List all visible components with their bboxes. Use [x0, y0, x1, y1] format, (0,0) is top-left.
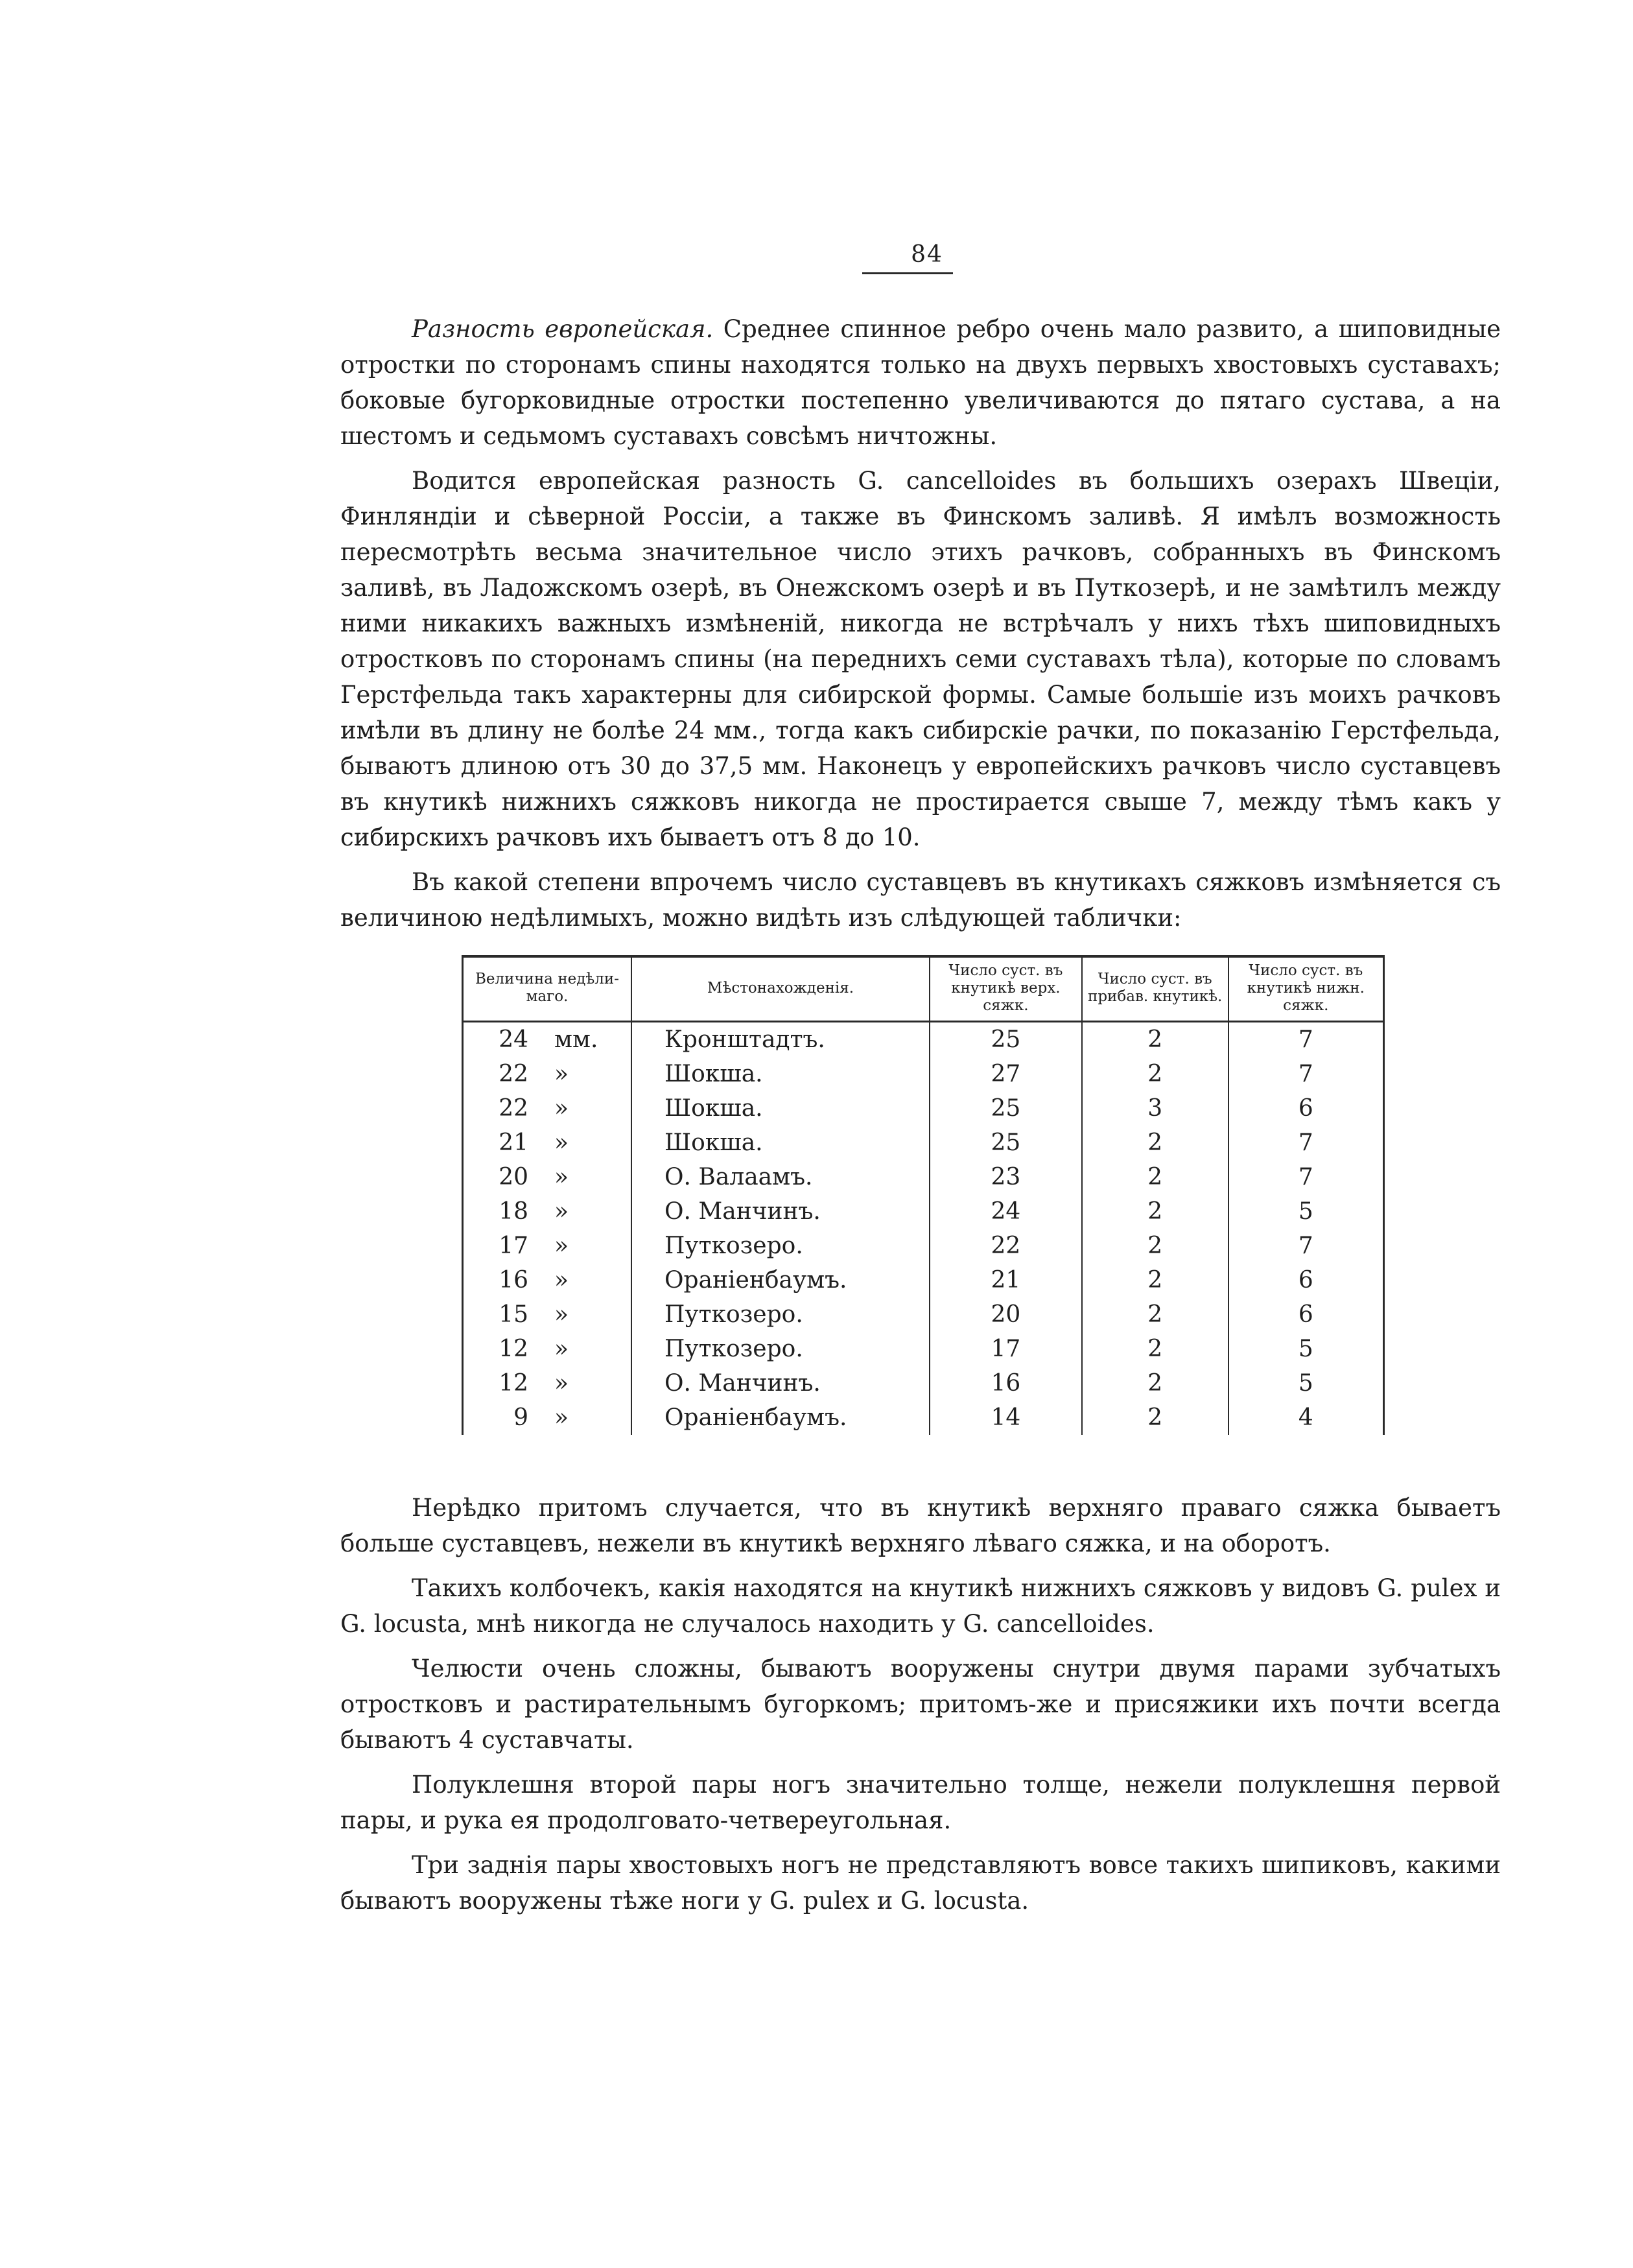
cell-size [464, 1263, 631, 1297]
table-row [464, 1263, 1383, 1297]
cell-upper-antenna-segments: 23 [930, 1160, 1082, 1194]
paragraph-european-variety [340, 311, 1501, 454]
cell-location: Шокша. [631, 1126, 930, 1160]
size-unit: » [554, 1094, 569, 1122]
size-unit: » [554, 1129, 569, 1156]
cell-location: О. Валаамъ. [631, 1160, 930, 1194]
header-upper-antenna: Число суст. въ кнутикѣ верх. сяжк. [930, 958, 1082, 1021]
cell-location: Ораніенбаумъ. [631, 1263, 930, 1297]
cell-lower-antenna-segments: 4 [1228, 1400, 1383, 1435]
table-row [464, 1297, 1383, 1332]
page-number: 84 [911, 241, 943, 268]
cell-location: Шокша. [631, 1091, 930, 1126]
segments-table-grid [464, 958, 1383, 1435]
size-unit: » [554, 1335, 569, 1362]
size-unit: » [554, 1163, 569, 1190]
table-body [464, 1021, 1383, 1435]
paragraph-table-intro [340, 864, 1501, 936]
cell-location: Путкозеро. [631, 1297, 930, 1332]
cell-lower-antenna-segments: 7 [1228, 1126, 1383, 1160]
size-value: 12 [499, 1369, 528, 1397]
cell-upper-antenna-segments: 21 [930, 1263, 1082, 1297]
cell-size [464, 1160, 631, 1194]
cell-location: О. Манчинъ. [631, 1194, 930, 1229]
cell-size [464, 1194, 631, 1229]
size-unit: » [554, 1060, 569, 1087]
table-row [464, 1400, 1383, 1435]
cell-upper-antenna-segments: 16 [930, 1366, 1082, 1400]
cell-upper-antenna-segments: 25 [930, 1126, 1082, 1160]
page-number-rule [862, 272, 953, 274]
size-value: 16 [499, 1266, 528, 1293]
paragraph-gnathopods: Полуклешня второй пары ногъ значительно толще, нежели полуклешня первой пары, и рука ея продолговато-четвереугольная. [340, 1771, 1501, 1834]
cell-size [464, 1021, 631, 1057]
size-value: 17 [499, 1232, 528, 1259]
header-size: Величина недѣли- маго. [464, 958, 631, 1021]
cell-lower-antenna-segments: 6 [1228, 1263, 1383, 1297]
cell-lower-antenna-segments: 7 [1228, 1057, 1383, 1091]
paragraph-text: Въ какой степени впрочемъ число суставцевъ въ кнутикахъ сяжковъ измѣняется съ величиною недѣлимыхъ, можно видѣть изъ слѣдующей таблички: [340, 868, 1501, 932]
cell-size [464, 1126, 631, 1160]
cell-location: Путкозеро. [631, 1229, 930, 1263]
text-after-table [340, 1490, 1501, 1928]
size-unit: » [554, 1301, 569, 1328]
paragraph-text: Водится европейская разность G. cancelloides въ большихъ озерахъ Швеціи, Финляндіи и сѣверной Россіи, а также въ Финскомъ заливѣ. Я имѣлъ возможность пересмотрѣть весьма значительное число этихъ рачковъ, собранныхъ въ Финскомъ заливѣ, въ Ладожскомъ озерѣ, въ Онежскомъ озерѣ и въ Путкозерѣ, и не замѣтилъ между ними никакихъ важныхъ измѣненій, никогда не встрѣчалъ у нихъ тѣхъ шиповидныхъ отростковъ по сторонамъ спины (на переднихъ семи суставахъ тѣла), которые по словамъ Герстфельда такъ характерны для сибирской формы. Самые большіе изъ моихъ рачковъ имѣли въ длину не болѣе 24 мм., тогда какъ сибирскіе рачки, по показанію Герстфельда, бываютъ длиною отъ 30 до 37,5 мм. Наконецъ у европейскихъ рачковъ число суставцевъ въ кнутикѣ нижнихъ сяжковъ никогда не простирается свыше 7, между тѣмъ какъ у сибирскихъ рачковъ ихъ бываетъ отъ 8 до 10. [340, 467, 1501, 851]
cell-upper-antenna-segments: 25 [930, 1091, 1082, 1126]
paragraph-sensory-clubs: Такихъ колбочекъ, какія находятся на кнутикѣ нижнихъ сяжковъ у видовъ G. pulex и G. locusta, мнѣ никогда не случалось находить у G. cancelloides. [340, 1574, 1501, 1638]
cell-size [464, 1057, 631, 1091]
cell-upper-antenna-segments: 24 [930, 1194, 1082, 1229]
cell-lower-antenna-segments: 6 [1228, 1091, 1383, 1126]
size-value: 22 [499, 1094, 528, 1122]
cell-upper-antenna-segments: 25 [930, 1021, 1082, 1057]
cell-accessory-segments: 2 [1082, 1366, 1228, 1400]
cell-lower-antenna-segments: 7 [1228, 1021, 1383, 1057]
cell-size [464, 1229, 631, 1263]
cell-accessory-segments: 2 [1082, 1126, 1228, 1160]
cell-accessory-segments: 2 [1082, 1400, 1228, 1435]
header-lower-antenna: Число суст. въ кнутикѣ нижн. сяжк. [1228, 958, 1383, 1021]
size-value: 24 [499, 1026, 528, 1053]
cell-upper-antenna-segments: 27 [930, 1057, 1082, 1091]
size-unit: мм. [554, 1026, 598, 1053]
size-value: 15 [499, 1301, 528, 1328]
cell-size [464, 1366, 631, 1400]
size-value: 21 [499, 1129, 528, 1156]
paragraph-mandibles: Челюсти очень сложны, бываютъ вооружены снутри двумя парами зубчатыхъ отростковъ и растирательнымъ бугоркомъ; притомъ-же и присяжики ихъ почти всегда бываютъ 4 суставчаты. [340, 1655, 1501, 1754]
cell-location: Ораніенбаумъ. [631, 1400, 930, 1435]
paragraph-lead-italic: Разность европейская. [412, 315, 714, 343]
cell-location: О. Манчинъ. [631, 1366, 930, 1400]
cell-size [464, 1297, 631, 1332]
cell-lower-antenna-segments: 5 [1228, 1332, 1383, 1366]
cell-location: Кронштадтъ. [631, 1021, 930, 1057]
cell-size [464, 1400, 631, 1435]
cell-lower-antenna-segments: 7 [1228, 1160, 1383, 1194]
table-row [464, 1091, 1383, 1126]
size-unit: » [554, 1198, 569, 1225]
size-unit: » [554, 1266, 569, 1293]
paragraph-text: Среднее спинное ребро очень мало развито, а шиповидные отростки по сторонамъ спины находятся только на двухъ первыхъ хвостовыхъ суставахъ; боковые бугорковидные отростки постепенно увеличиваются до пятаго сустава, а на шестомъ и седьмомъ суставахъ совсѣмъ ничтожны. [340, 315, 1501, 450]
cell-accessory-segments: 2 [1082, 1297, 1228, 1332]
paragraph-uropods: Три заднія пары хвостовыхъ ногъ не представляютъ вовсе такихъ шипиковъ, какими бываютъ вооружены тѣже ноги у G. pulex и G. locusta. [340, 1851, 1501, 1915]
size-value: 18 [499, 1198, 528, 1225]
cell-lower-antenna-segments: 5 [1228, 1366, 1383, 1400]
cell-upper-antenna-segments: 17 [930, 1332, 1082, 1366]
segments-table [462, 955, 1385, 1435]
table-row [464, 1160, 1383, 1194]
table-row [464, 1126, 1383, 1160]
cell-lower-antenna-segments: 6 [1228, 1297, 1383, 1332]
table-row [464, 1057, 1383, 1091]
size-value: 12 [499, 1335, 528, 1362]
cell-accessory-segments: 2 [1082, 1229, 1228, 1263]
cell-upper-antenna-segments: 22 [930, 1229, 1082, 1263]
size-value: 9 [513, 1404, 528, 1431]
size-unit: » [554, 1404, 569, 1431]
cell-location: Шокша. [631, 1057, 930, 1091]
size-unit: » [554, 1369, 569, 1397]
size-unit: » [554, 1232, 569, 1259]
cell-accessory-segments: 2 [1082, 1160, 1228, 1194]
cell-accessory-segments: 2 [1082, 1021, 1228, 1057]
header-location: Мѣстонахожденія. [631, 958, 930, 1021]
cell-upper-antenna-segments: 14 [930, 1400, 1082, 1435]
paragraph-habitat [340, 463, 1501, 855]
cell-location: Путкозеро. [631, 1332, 930, 1366]
table-header-row [464, 958, 1383, 1021]
table-row [464, 1229, 1383, 1263]
cell-size [464, 1332, 631, 1366]
cell-accessory-segments: 2 [1082, 1332, 1228, 1366]
table-row [464, 1332, 1383, 1366]
cell-size [464, 1091, 631, 1126]
cell-accessory-segments: 2 [1082, 1263, 1228, 1297]
table-row [464, 1021, 1383, 1057]
cell-lower-antenna-segments: 5 [1228, 1194, 1383, 1229]
paragraph-flagellum-asymmetry: Нерѣдко притомъ случается, что въ кнутикѣ верхняго праваго сяжка бываетъ больше суставцевъ, нежели въ кнутикѣ верхняго лѣваго сяжка, и на оборотъ. [340, 1494, 1501, 1557]
size-value: 20 [499, 1163, 528, 1190]
header-accessory-flagellum: Число суст. въ прибав. кнутикѣ. [1082, 958, 1228, 1021]
size-value: 22 [499, 1060, 528, 1087]
table-row [464, 1194, 1383, 1229]
cell-accessory-segments: 3 [1082, 1091, 1228, 1126]
cell-upper-antenna-segments: 20 [930, 1297, 1082, 1332]
cell-lower-antenna-segments: 7 [1228, 1229, 1383, 1263]
cell-accessory-segments: 2 [1082, 1057, 1228, 1091]
table-row [464, 1366, 1383, 1400]
text-before-table [340, 311, 1501, 945]
cell-accessory-segments: 2 [1082, 1194, 1228, 1229]
